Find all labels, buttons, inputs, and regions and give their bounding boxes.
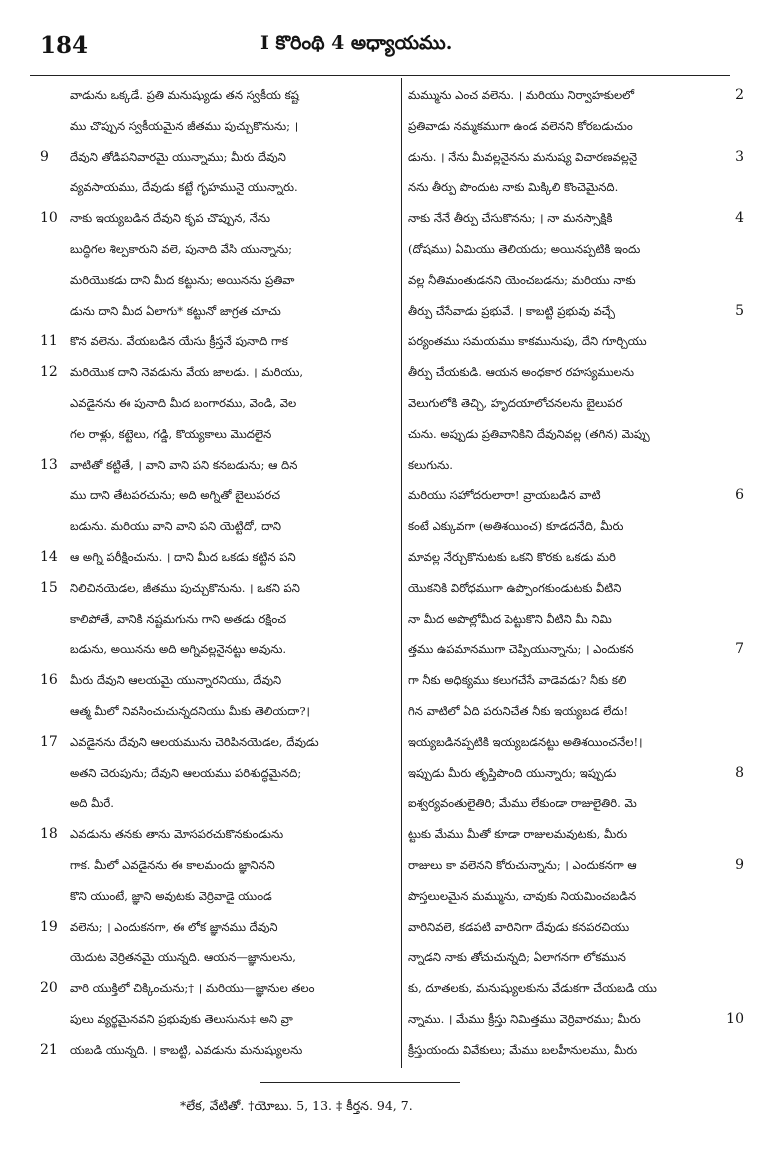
text-line: గాక. మీలో ఎవడైనను ఈ కాలమందు జ్ఞానినని <box>70 857 275 872</box>
text-line: (దోషము) ఏమియు తెలియదు; అయినప్పటికి ఇందు <box>408 241 641 256</box>
text-line: 12 మరియొక దాని నెవడును వేయ జాలడు. । మరియు, <box>40 357 396 388</box>
text-line: మరియొకడు దాని మీద కట్టును; అయినను ప్రతివా <box>70 272 295 287</box>
text-line: త్తము ఉపమానముగా చెప్పియున్నాను; । ఎందుకన 7 <box>408 634 744 665</box>
text-line: వెలుగులోకి తెచ్చి, హృదయాలోచనలను బైలుపర <box>408 395 623 410</box>
text-line: 16 మీరు దేవుని ఆలయమై యున్నారనియు, దేవుని <box>40 665 396 696</box>
right-column <box>408 80 744 1065</box>
text-line: యొకనికి విరోధముగా ఉప్పొంగకుండుటకు వీటిని <box>408 580 622 595</box>
text-line: మరియు సహోదరులారా! వ్రాయబడిన వాటి 6 <box>408 480 744 511</box>
text-line: చును. అప్పుడు ప్రతివానికిని దేవునివల్ల (తగిన) మెప్పు <box>408 426 650 441</box>
text-line: కాలిపోతే, వానికి నష్టమగును గాని అతడు రక్షించ <box>70 611 287 626</box>
text-line: కలుగును. <box>408 457 453 472</box>
text-line: బడును. మరియు వాని వాని పని యెట్టిదో, దాని <box>70 519 282 534</box>
text-line: నను తీర్పు పొందుట నాకు మిక్కిలి కొంచెమైనది. <box>408 180 619 195</box>
text-line: అతని చెరుపును; దేవుని ఆలయము పరిశుద్ధమైనది; <box>70 765 302 780</box>
text-line: 21 యబడి యున్నది. । కాబట్టి, ఎవడును మనుష్యులను <box>40 1035 396 1065</box>
text-line: రాజులు కా వలెనని కోరుచున్నాను; । ఎందుకనగా ఆ 9 <box>408 850 744 881</box>
text-line: న్నాము. । మేము క్రీస్తు నిమిత్తము వెర్రివారము; మీరు 10 <box>408 1004 744 1035</box>
page-number: 184 <box>40 32 89 59</box>
right-column-lines <box>408 80 744 1065</box>
text-line: గిన వాటిలో ఏది పరునిచేత నీకు ఇయ్యబడ లేదు! <box>408 703 629 718</box>
text-line: మమ్మును ఎంచ వలెను. । మరియు నిర్వాహకులలో 2 <box>408 80 744 111</box>
text-line: ఇయ్యబడినప్పటికి ఇయ్యబడనట్టు అతిశయించనేల!। <box>408 734 643 749</box>
footnote-rule <box>260 1082 460 1083</box>
text-line: 20 వారి యుక్తిలో చిక్కించును;† । మరియు—జ్ఞానుల తలం <box>40 973 396 1004</box>
footnotes: *లేక, వేటితో. †యోబు. 5, 13. ‡ కీర్తన. 94, 7. <box>180 1098 413 1113</box>
text-line: కు, దూతలకు, మనుష్యులకును వేడుకగా చేయబడి యు <box>408 981 657 996</box>
text-line: పొస్తలులమైన మమ్మును, చావుకు నియమించబడిన <box>408 888 637 903</box>
left-column <box>40 80 396 1065</box>
text-line: 19 వలెను; । ఎందుకనగా, ఈ లోక జ్ఞానము దేవుని <box>40 912 396 943</box>
text-line: గా నీకు అధిక్యము కలుగచేసే వాడెవడు? నీకు కలి <box>408 673 627 688</box>
header-rule <box>30 75 730 76</box>
text-line: ఇప్పుడు మీరు తృప్తిపొంది యున్నారు; ఇప్పుడు 8 <box>408 758 744 789</box>
text-line: ము దాని తేటపరచును; అది అగ్నితో బైలుపరచ <box>70 488 281 503</box>
text-line: తీర్పు చేయకుడి. ఆయన అంధకార రహస్యములను <box>408 365 634 380</box>
text-line: యెదుట వెర్రితనమై యున్నది. ఆయన—జ్ఞానులను, <box>70 950 296 965</box>
text-line: న్నాడని నాకు తోచుచున్నది; ఏలాగనగా లోకమున <box>408 950 626 965</box>
text-line: బుద్ధిగల శిల్పకారుని వలె, పునాది వేసి యున్నాను; <box>70 241 293 256</box>
left-column-lines <box>40 80 396 1065</box>
text-line: అది మీరే. <box>70 796 114 811</box>
text-line: 18 ఎవడును తనకు తాను మోసపరచుకొనకుండును <box>40 819 396 850</box>
text-line: 13 వాటితో కట్టితే, । వాని వాని పని కనబడును; ఆ దిన <box>40 450 396 481</box>
text-line: ప్రతివాడు నమ్మకముగా ఉండ వలెనని కోరబడుచుం <box>408 118 633 133</box>
text-line: ఆత్మ మీలో నివసించుచున్నదనియు మీకు తెలియదా?। <box>70 703 310 718</box>
text-line: కొని యుంటే, జ్ఞాని అవుటకు వెర్రివాడై యుండ <box>70 888 272 903</box>
text-line: పులు వ్యర్థమైనవని ప్రభువుకు తెలుసును‡ అని వ్రా <box>70 1011 293 1026</box>
text-line: ఎవడైనను ఈ పునాది మీద బంగారము, వెండి, వెల <box>70 395 297 410</box>
text-line: తీర్పు చేసేవాడు ప్రభువే. । కాబట్టి ప్రభువు వచ్చే 5 <box>408 296 744 327</box>
text-line: బడును, అయినను అది అగ్నివల్లనైనట్టు అవును. <box>70 642 287 657</box>
text-line: వాడును ఒక్కడే. ప్రతి మనుష్యుడు తన స్వకీయ కష్ట <box>70 88 299 102</box>
text-line: వల్ల నీతిమంతుడనని యెంచబడను; మరియు నాకు <box>408 272 636 287</box>
text-line: 15 నిలిచినయెడల, జీతము పుచ్చుకొనును. । ఒకని పని <box>40 573 396 604</box>
text-line: డును దాని మీద ఏలాగు* కట్టునో జాగ్రత చూచు <box>70 303 281 318</box>
text-line: ఐశ్వర్యవంతులైతిరి; మేము లేకుండా రాజులైతిరి. మె <box>408 796 637 811</box>
text-line: పర్యంతము సమయము కాకమునుపు, దేని గూర్చియు <box>408 334 647 349</box>
text-line: గల రాళ్లు, కట్టెలు, గడ్డి, కొయ్యకాలు మొదలైన <box>70 426 272 441</box>
running-title: I కొరింథి 4 అధ్యాయము. <box>260 32 453 54</box>
text-line: 9 దేవుని తోడిపనివారమై యున్నాము; మీరు దేవుని <box>40 142 396 173</box>
text-line: 14 ఆ అగ్ని పరీక్షించును. । దాని మీద ఒకడు కట్టిన పని <box>40 542 396 573</box>
text-line: వారినివలె, కడపటి వారినిగా దేవుడు కనపరచియు <box>408 919 630 934</box>
text-line: డును. । నేను మీవల్లనైనను మనుష్య విచారణవల్లనై 3 <box>408 142 744 173</box>
text-line: 17 ఎవడైనను దేవుని ఆలయమును చెరిపినయెడల, దేవుడు <box>40 727 396 758</box>
text-line: నాకు నేనే తీర్పు చేసుకొనను; । నా మనస్సాక్షికి 4 <box>408 203 744 234</box>
text-line: కంటే ఎక్కువగా (అతిశయించ) కూడదనేది, మీరు <box>408 519 624 534</box>
text-line: నా మీద అపొల్లోమీద పెట్టుకొని వీటిని మీ నిమి <box>408 611 612 626</box>
page-header <box>40 32 740 72</box>
column-divider <box>401 78 402 1068</box>
text-line: 11 కొన వలెను. వేయబడిన యేసు క్రీస్తనే పునాది గాక <box>40 326 396 357</box>
text-line: క్రీస్తుయందు వివేకులు; మేము బలహీనులము, మీరు <box>408 1042 638 1057</box>
text-line: 10 నాకు ఇయ్యబడిన దేవుని కృప చొప్పున, నేను <box>40 203 396 234</box>
text-line: ట్టుకు మేము మీతో కూడా రాజులమవుటకు, మీరు <box>408 827 628 842</box>
text-line: వ్యవసాయము, దేవుడు కట్టే గృహమునై యున్నారు. <box>70 180 298 195</box>
text-line: మావల్ల నేర్చుకొనుటకు ఒకని కొరకు ఒకడు మరి <box>408 549 616 564</box>
text-line: ము చొప్పున స్వకీయమైన జీతము పుచ్చుకొనును; । <box>70 118 299 133</box>
